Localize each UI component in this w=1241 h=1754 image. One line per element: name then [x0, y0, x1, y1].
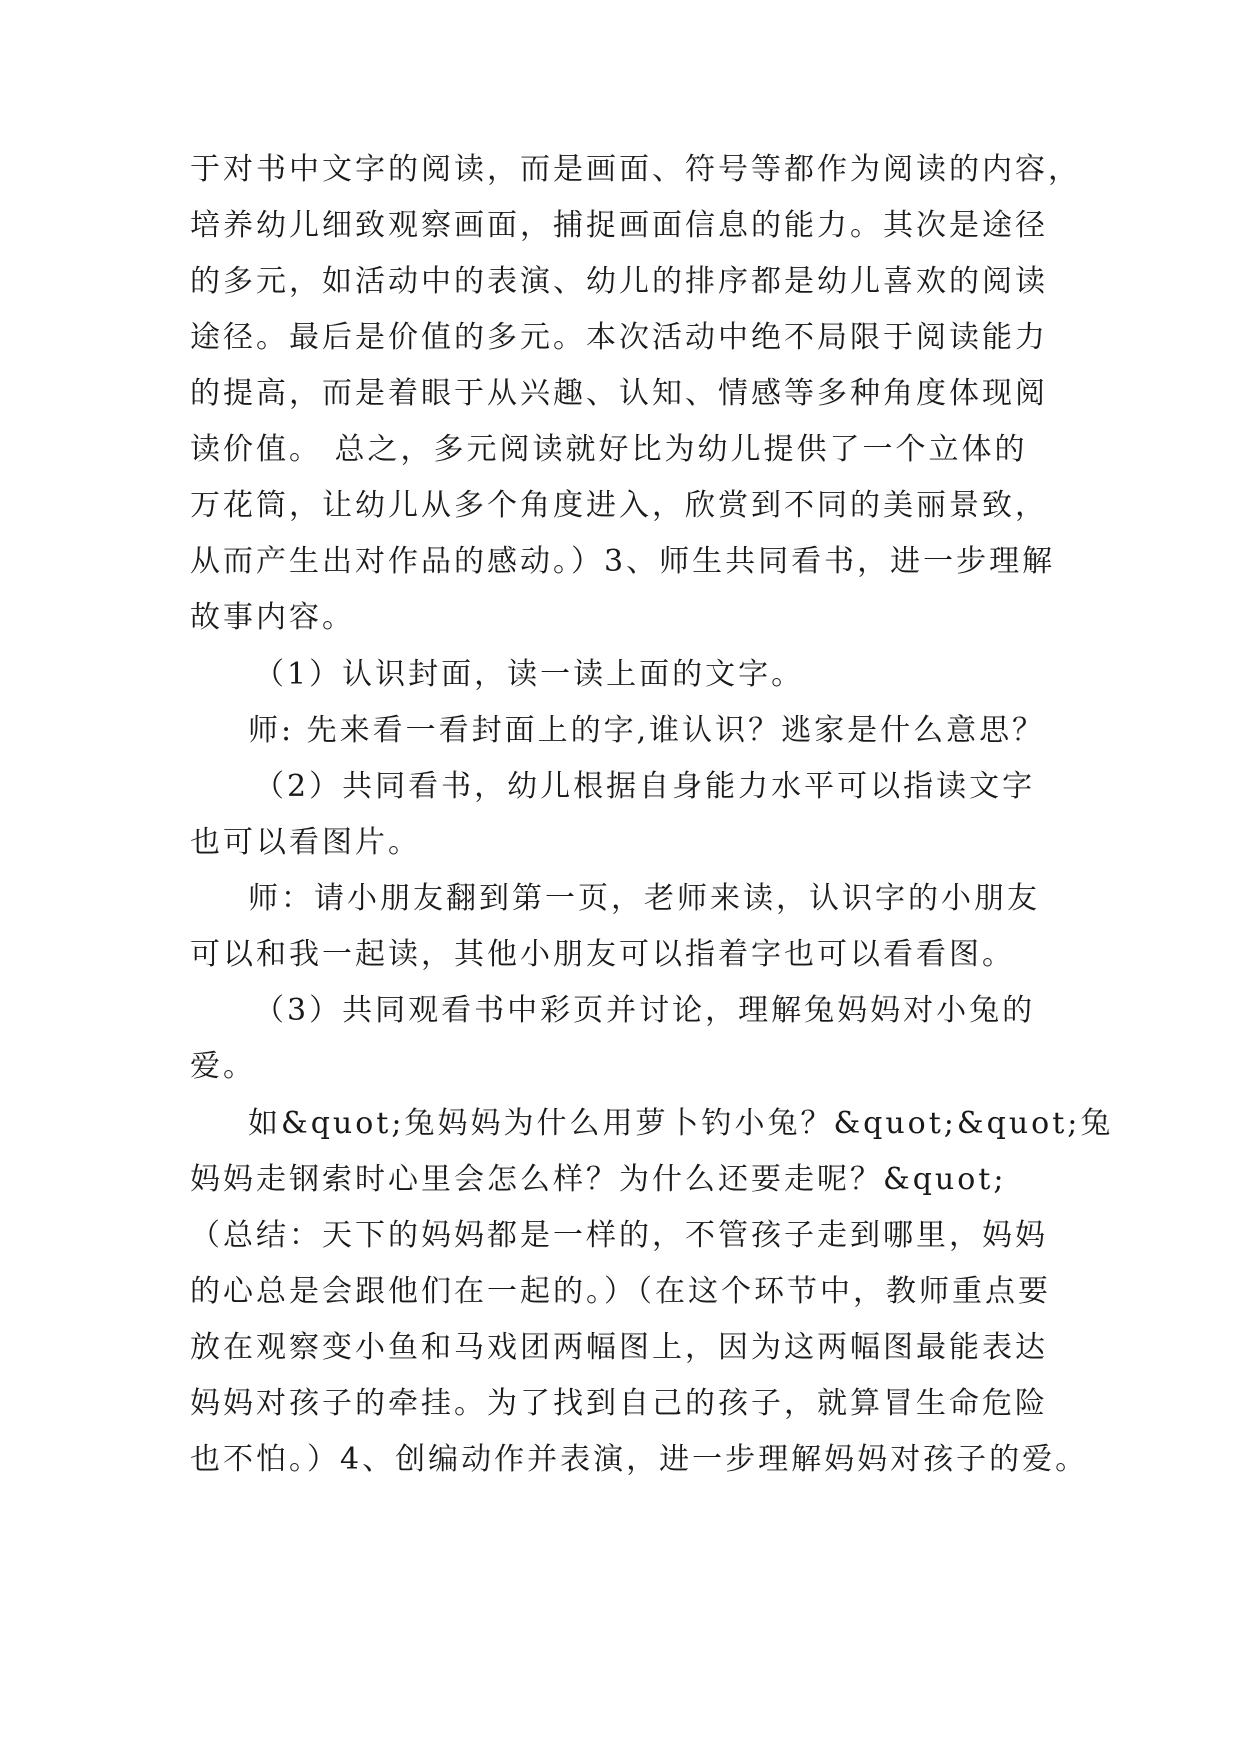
text-line-2: 培养幼儿细致观察画面，捕捉画面信息的能力。其次是途径 — [190, 208, 1048, 243]
text-line-13: 也可以看图片。 — [190, 825, 421, 860]
text-line-6: 读价值。 总之，多元阅读就好比为幼儿提供了一个立体的 — [190, 432, 1028, 467]
text-line-3: 的多元，如活动中的表演、幼儿的排序都是幼儿喜欢的阅读 — [190, 264, 1048, 299]
text-line-15: 可以和我一起读，其他小朋友可以指着字也可以看看图。 — [190, 937, 1015, 972]
text-line-20: （总结：天下的妈妈都是一样的，不管孩子走到哪里，妈妈 — [190, 1218, 1048, 1253]
text-line-10: （1）认识封面，读一读上面的文字。 — [254, 657, 805, 692]
text-line-11: 师: 先来看一看封面上的字,谁认识？逃家是什么意思？ — [248, 713, 1046, 748]
text-line-23: 妈妈对孩子的牵挂。为了找到自己的孩子，就算冒生命危险 — [190, 1386, 1048, 1421]
text-line-1: 于对书中文字的阅读，而是画面、符号等都作为阅读的内容， — [190, 152, 1081, 187]
text-line-8: 从而产生出对作品的感动。）3、师生共同看书，进一步理解 — [190, 544, 1056, 579]
text-line-9: 故事内容。 — [190, 600, 355, 635]
text-line-21: 的心总是会跟他们在一起的。）（在这个环节中，教师重点要 — [190, 1274, 1051, 1309]
text-line-19: 妈妈走钢索时心里会怎么样？为什么还要走呢？&quot; — [190, 1162, 1007, 1197]
text-line-5: 的提高，而是着眼于从兴趣、认知、情感等多种角度体现阅 — [190, 376, 1048, 411]
text-line-4: 途径。最后是价值的多元。本次活动中绝不局限于阅读能力 — [190, 320, 1048, 355]
text-line-22: 放在观察变小鱼和马戏团两幅图上，因为这两幅图最能表达 — [190, 1330, 1048, 1365]
text-line-12: （2）共同看书，幼儿根据自身能力水平可以指读文字 — [254, 769, 1036, 804]
text-line-24: 也不怕。）4、创编动作并表演，进一步理解妈妈对孩子的爱。 — [190, 1442, 1089, 1477]
text-line-16: （3）共同观看书中彩页并讨论，理解兔妈妈对小兔的 — [254, 993, 1036, 1028]
text-line-14: 师：请小朋友翻到第一页，老师来读，认识字的小朋友 — [248, 881, 1040, 916]
text-line-7: 万花筒，让幼儿从多个角度进入，欣赏到不同的美丽景致， — [190, 488, 1048, 523]
text-line-17: 爱。 — [190, 1049, 256, 1084]
text-line-18: 如&quot;兔妈妈为什么用萝卜钓小兔？&quot;&quot;兔 — [248, 1106, 1114, 1141]
